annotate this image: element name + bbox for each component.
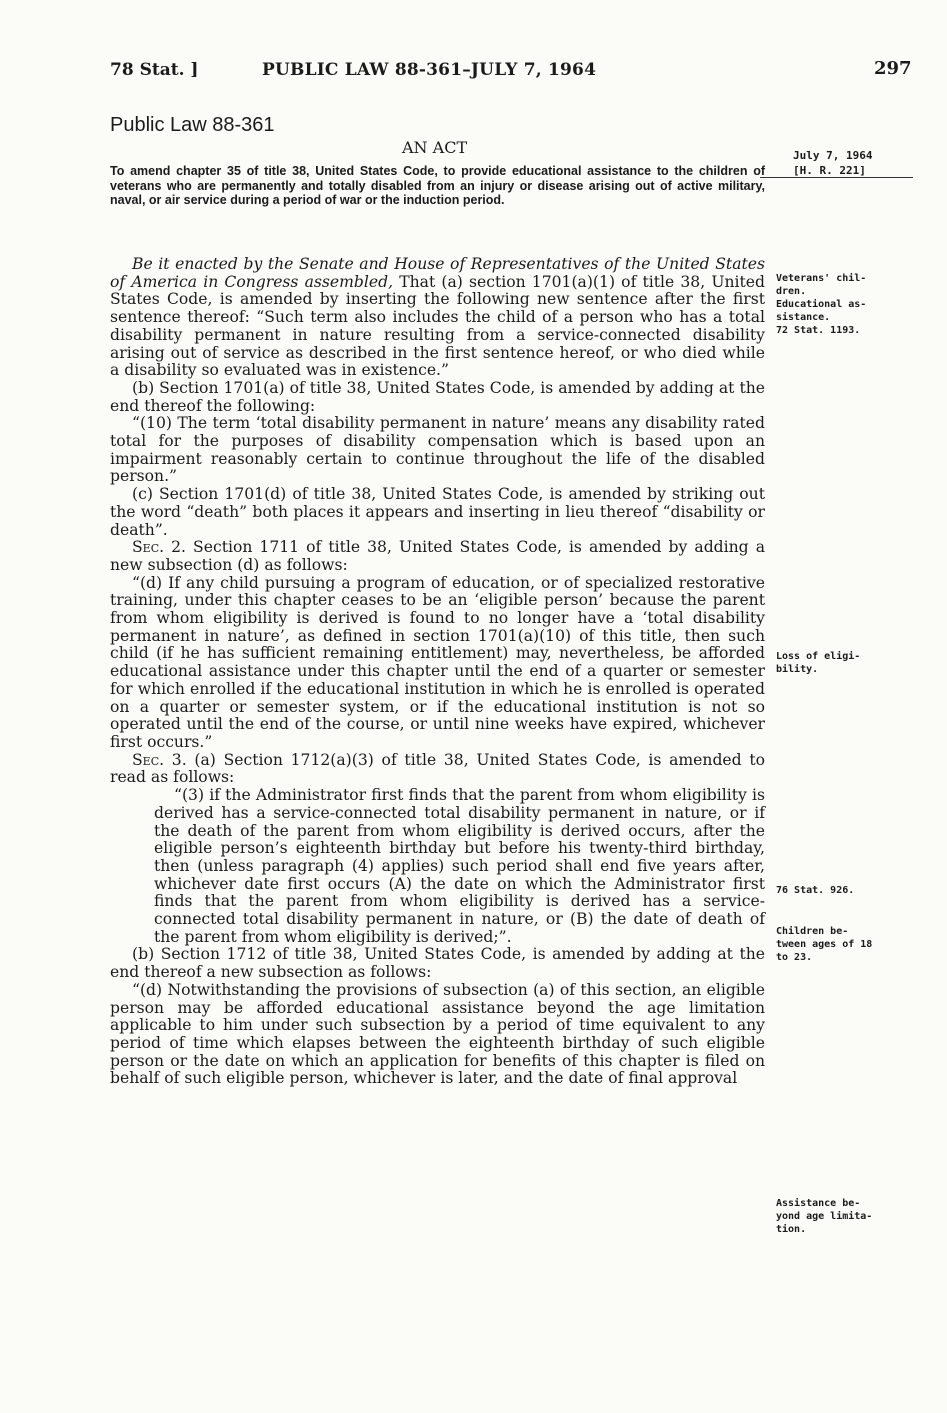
note-line: sistance. <box>776 312 831 323</box>
section-1-para-c: (c) Section 1701(d) of title 38, United States Code, is amended by striking out the word “death” both places it appears and inserting in lieu thereof “disability or death”. <box>110 485 765 539</box>
note-line: 76 Stat. 926. <box>776 885 855 896</box>
note-line: Veterans' chil- <box>776 273 867 284</box>
page-number: 297 <box>874 58 912 79</box>
section-3-text: (a) Section 1712(a)(3) of title 38, United States Code, is amended to read as follows: <box>110 750 766 787</box>
running-head: PUBLIC LAW 88-361–JULY 7, 1964 <box>262 60 597 80</box>
act-body <box>110 256 765 1088</box>
margin-note-children-ages <box>776 925 916 964</box>
note-line: tween ages of 18 <box>776 939 873 950</box>
margin-note-76-stat <box>776 884 916 897</box>
section-2 <box>110 539 765 574</box>
margin-note-veterans-children <box>776 272 916 337</box>
subsection-d: “(d) If any child pursuing a program of education, or of specialized restorative training, under this chapter ceases to be an ‘eligible person’ because the parent from whom eligibility is derived is found to no longer have a ‘total disability permanent in nature’, as defined in section 1701(a)(10) of this title, then such child (if he has sufficient remaining entitlement) may, nevertheless, be afforded educational assistance under this chapter until the end of a quarter or semester for which enrolled if the educational institution in which he is enrolled is operated on a quarter or semester system, or if the educational institution is not so operated until the end of the course, or until nine weeks have expired, whichever first occurs.” <box>110 573 765 751</box>
note-line: Assistance be- <box>776 1198 861 1209</box>
note-line: 72 Stat. 1193. <box>776 325 861 336</box>
note-line: yond age limita- <box>776 1211 873 1222</box>
margin-rule <box>760 177 913 178</box>
stat-reference: 78 Stat. ] <box>110 60 199 80</box>
margin-note-age-limitation <box>776 1197 916 1236</box>
note-line: Educational as- <box>776 299 867 310</box>
section-3 <box>110 752 765 787</box>
note-line: Children be- <box>776 926 849 937</box>
margin-date-line: July 7, 1964 <box>793 149 873 162</box>
section-3-label: Sec. 3. <box>132 750 187 769</box>
act-heading: AN ACT <box>402 138 468 157</box>
section-3-para-b: (b) Section 1712 of title 38, United States Code, is amended by adding at the end thereof a new subsection as follows: <box>110 945 765 982</box>
margin-date <box>793 148 872 178</box>
note-line: to 23. <box>776 952 813 963</box>
section-2-label: Sec. 2. <box>132 538 187 557</box>
margin-bill-number: [H. R. 221] <box>793 164 866 177</box>
note-line: tion. <box>776 1224 807 1235</box>
definition-10: “(10) The term ‘total disability permanent in nature’ means any disability rated total for the purposes of disability compensation which is based upon an impairment reasonably certain to continue throughout the life of the disabled person.” <box>110 414 765 486</box>
para-a-text: That (a) section 1701(a)(1) of title 38, United States Code, is amended by inserting the following new sentence after the first sentence thereof: “Such term also includes the child of a person who has a total disability permanent in nature resulting from a service-connected disability arising out of service as described in the first sentence hereof, or who died while a disability so evaluated was in existence.” <box>110 272 765 380</box>
act-purpose: To amend chapter 35 of title 38, United States Code, to provide educational assistance to the children of veterans who are permanently and totally disabled from an injury or disease arising out of active military, naval, or air service during a period of war or the induction period. <box>110 164 765 207</box>
subsection-d-age: “(d) Notwithstanding the provisions of subsection (a) of this section, an eligible person may be afforded educational assistance beyond the age limitation applicable to him under such subsection by a period of time equivalent to any period of time which elapses between the eighteenth birthday of such eligible person or the date on which an application for benefits of this chapter is filed on behalf of such eligible person, whichever is later, and the date of final approval <box>110 980 765 1088</box>
note-line: Loss of eligi- <box>776 651 861 662</box>
enacting-clause: Be it enacted by the Senate and House of Representatives of the United States of America in Congress assembled, <box>110 255 765 291</box>
note-line: dren. <box>776 286 807 297</box>
public-law-label: Public Law 88-361 <box>110 114 275 136</box>
note-line: bility. <box>776 664 819 675</box>
section-1-para-b: (b) Section 1701(a) of title 38, United States Code, is amended by adding at the end thereof the following: <box>110 378 765 415</box>
paragraph-3-quote: “(3) if the Administrator first finds that the parent from whom eligibility is derived has a service-connected total disability permanent in nature, or if the death of the parent from whom eligibility is derived occurs, after the eligible person’s eighteenth birthday but before his twenty-third birthday, then (unless paragraph (4) applies) such period shall end five years after, whichever date first occurs (A) the date on which the Administrator first finds that the parent from whom eligibility is derived has a service-connected total disability permanent in nature, or (B) the date of death of the parent from whom eligibility is derived;”. <box>154 786 765 946</box>
margin-note-loss-of-eligibility <box>776 650 916 676</box>
section-2-text: Section 1711 of title 38, United States Code, is amended by adding a new subsection (d) as follows: <box>110 538 766 574</box>
section-1-para-a <box>110 256 765 380</box>
